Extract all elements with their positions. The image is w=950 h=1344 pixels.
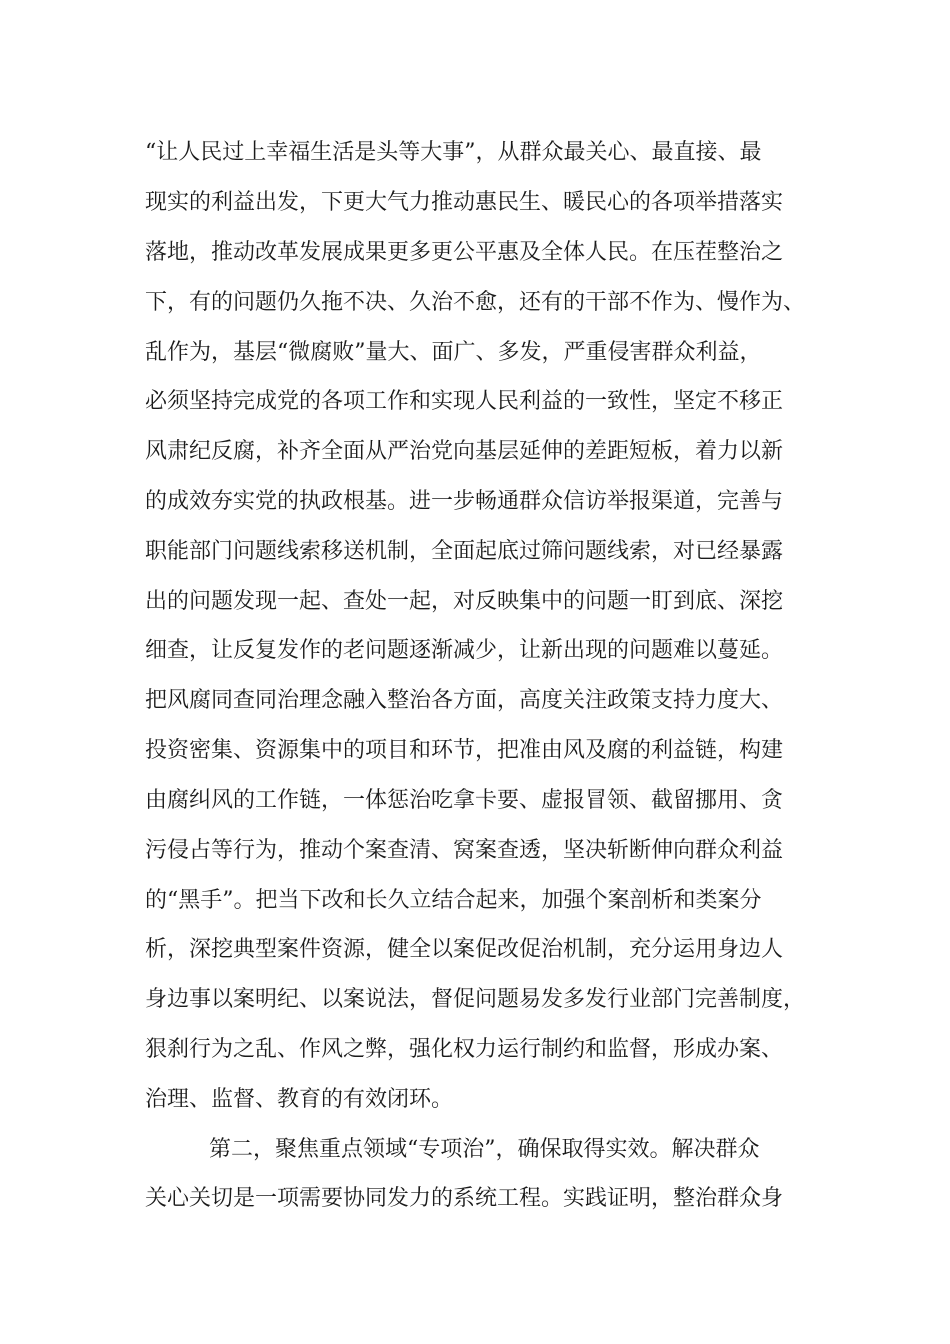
- text-line-9: 职能部门问题线索移送机制，全面起底过筛问题线索，对已经暴露: [145, 539, 784, 564]
- text-line-16: 的“黑手”。把当下改和长久立结合起来，加强个案剖析和类案分: [145, 888, 762, 913]
- text-line-14: 由腐纠风的工作链，一体惩治吃拿卡要、虚报冒领、截留挪用、贪: [145, 788, 784, 813]
- text-line-22: 关心关切是一项需要协同发力的系统工程。实践证明，整治群众身: [145, 1186, 784, 1211]
- text-line-17: 析，深挖典型案件资源，健全以案促改促治机制，充分运用身边人: [145, 937, 784, 962]
- text-line-20: 治理、监督、教育的有效闭环。: [145, 1087, 454, 1112]
- text-line-8: 的成效夯实党的执政根基。进一步畅通群众信访举报渠道，完善与: [145, 489, 784, 514]
- text-line-2: 现实的利益出发，下更大气力推动惠民生、暖民心的各项举措落实: [145, 190, 784, 215]
- text-line-5: 乱作为，基层“微腐败”量大、面广、多发，严重侵害群众利益，: [145, 340, 762, 365]
- text-line-13: 投资密集、资源集中的项目和环节，把准由风及腐的利益链，构建: [145, 738, 784, 763]
- text-line-6: 必须坚持完成党的各项工作和实现人民利益的一致性，坚定不移正: [145, 389, 784, 414]
- text-line-4: 下，有的问题仍久拖不决、久治不愈，还有的干部不作为、慢作为、: [145, 290, 806, 315]
- text-line-21: 第二，聚焦重点领域“专项治”，确保取得实效。解决群众: [209, 1137, 760, 1162]
- text-line-7: 风肃纪反腐，补齐全面从严治党向基层延伸的差距短板，着力以新: [145, 439, 784, 464]
- text-line-18: 身边事以案明纪、以案说法，督促问题易发多发行业部门完善制度，: [145, 987, 806, 1012]
- text-line-10: 出的问题发现一起、查处一起，对反映集中的问题一盯到底、深挖: [145, 589, 784, 614]
- text-line-11: 细查，让反复发作的老问题逐渐减少，让新出现的问题难以蔓延。: [145, 638, 784, 663]
- text-line-3: 落地，推动改革发展成果更多更公平惠及全体人民。在压茬整治之: [145, 240, 784, 265]
- text-line-1: “让人民过上幸福生活是头等大事”，从群众最关心、最直接、最: [145, 140, 762, 165]
- text-line-12: 把风腐同查同治理念融入整治各方面，高度关注政策支持力度大、: [145, 688, 784, 713]
- text-line-15: 污侵占等行为，推动个案查清、窝案查透，坚决斩断伸向群众利益: [145, 838, 784, 863]
- text-line-19: 狠刹行为之乱、作风之弊，强化权力运行制约和监督，形成办案、: [145, 1037, 784, 1062]
